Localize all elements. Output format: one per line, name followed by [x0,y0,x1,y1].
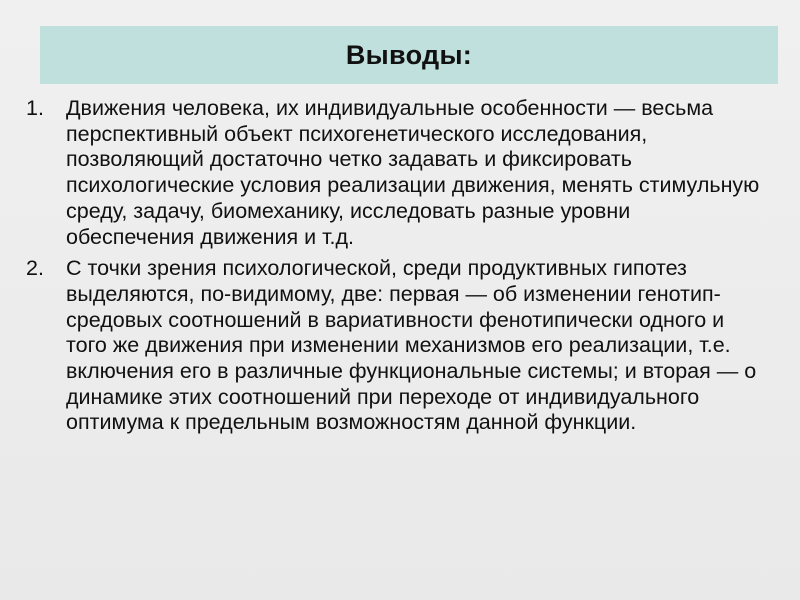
list-item-text: Движения человека, их индивидуальные особенности — весьма перспективный объект психогенетического исследования, позволяющий достаточно четко задавать и фиксировать психологические условия реализации движения, менять стимульную среду, задачу, биомеханику, исследовать разные уровни обеспечения движения и т.д. [66,96,760,249]
list-item [26,96,766,250]
list-item [26,256,766,436]
slide-title: Выводы: [345,39,473,70]
conclusions-list [26,96,766,442]
list-item-number: 1. [26,96,44,120]
title-bar [40,26,778,84]
list-item-number: 2. [26,256,44,281]
list-item-text: С точки зрения психологической, среди продуктивных гипотез выделяются, по-видимому, две: первая — об изменении генотип-средовых соотношений в вариативности фенотипически одного и того же движения при изменении механизмов его реализации, т.е. включения его в различные функциональные системы; и вторая — о динамике этих соотношений при переходе от индивидуального оптимума к предельным возможностям данной функции. [66,256,757,435]
